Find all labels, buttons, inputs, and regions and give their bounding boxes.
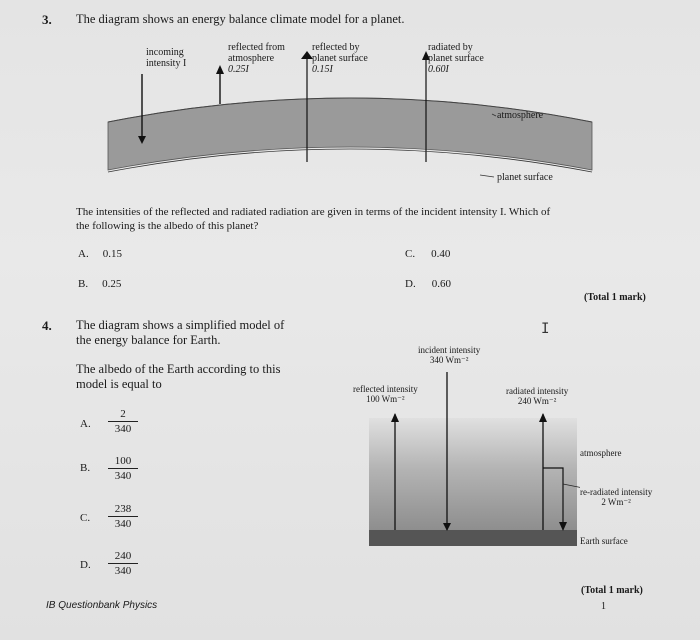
- q3-question-line2: the following is the albedo of this planet?: [76, 220, 259, 232]
- q4-label-reflected: reflected intensity 100 Wm⁻²: [353, 384, 418, 404]
- q4-label-incident: incident intensity 340 Wm⁻²: [418, 345, 481, 365]
- q3-question-line1: The intensities of the reflected and radiated radiation are given in terms of the incident intensity I. Which of: [76, 206, 551, 218]
- footer-page-number: 1: [601, 601, 606, 612]
- footer-source: IB Questionbank Physics: [46, 600, 158, 611]
- q3-label-planet-surface: planet surface: [497, 172, 553, 183]
- q3-option-b[interactable]: B. 0.25: [78, 278, 122, 290]
- q4-label-radiated: radiated intensity 240 Wm⁻²: [506, 386, 569, 406]
- q3-option-a[interactable]: A. 0.15: [78, 248, 122, 260]
- q4-total-marks: (Total 1 mark): [581, 585, 643, 596]
- q3-number: 3.: [42, 12, 52, 27]
- q3-stem: The diagram shows an energy balance climate model for a planet.: [76, 12, 405, 26]
- q4-option-c-fraction[interactable]: 238 340: [108, 503, 138, 530]
- q4-earth-surface-block: [369, 530, 577, 546]
- q4-stem-line1: The diagram shows a simplified model of: [76, 318, 285, 332]
- q3-label-atmosphere: atmosphere: [497, 110, 544, 121]
- q4-option-c-letter[interactable]: C.: [80, 512, 91, 524]
- q4-prompt-line1: The albedo of the Earth according to this: [76, 362, 281, 376]
- q4-option-a-letter[interactable]: A.: [80, 418, 91, 430]
- q3-label-refl-atm: reflected from atmosphere 0.25I: [228, 42, 285, 75]
- q3-total-marks: (Total 1 mark): [584, 292, 646, 303]
- q4-option-a-fraction[interactable]: 2 340: [108, 408, 138, 435]
- q4-label-reradiated: re-radiated intensity 2 Wm⁻²: [580, 487, 653, 507]
- q4-option-d-fraction[interactable]: 240 340: [108, 550, 138, 577]
- q3-option-d[interactable]: D. 0.60: [405, 278, 451, 290]
- q4-atmosphere-block: [369, 418, 577, 530]
- q4-option-b-letter[interactable]: B.: [80, 462, 91, 474]
- q4-radiated-arrowhead: [539, 413, 547, 422]
- q4-option-b-fraction[interactable]: 100 340: [108, 455, 138, 482]
- q4-label-atmosphere: atmosphere: [580, 448, 622, 458]
- q3-atmosphere-band: [108, 98, 592, 170]
- q3-label-refl-surf: reflected by planet surface 0.15I: [312, 42, 368, 75]
- q3-label-incoming: incoming intensity I: [146, 47, 187, 69]
- q4-label-earth-surface: Earth surface: [580, 536, 628, 546]
- q3-option-c[interactable]: C. 0.40: [405, 248, 451, 260]
- q4-number: 4.: [42, 318, 52, 333]
- text-cursor-icon: I: [541, 321, 550, 337]
- q4-prompt-line2: model is equal to: [76, 377, 162, 391]
- q4-option-d-letter[interactable]: D.: [80, 559, 91, 571]
- q4-stem-line2: the energy balance for Earth.: [76, 333, 221, 347]
- q4-reflected-arrowhead: [391, 413, 399, 422]
- q3-label-radiated: radiated by planet surface 0.60I: [428, 42, 484, 75]
- q3-refl-atm-arrowhead: [216, 65, 224, 74]
